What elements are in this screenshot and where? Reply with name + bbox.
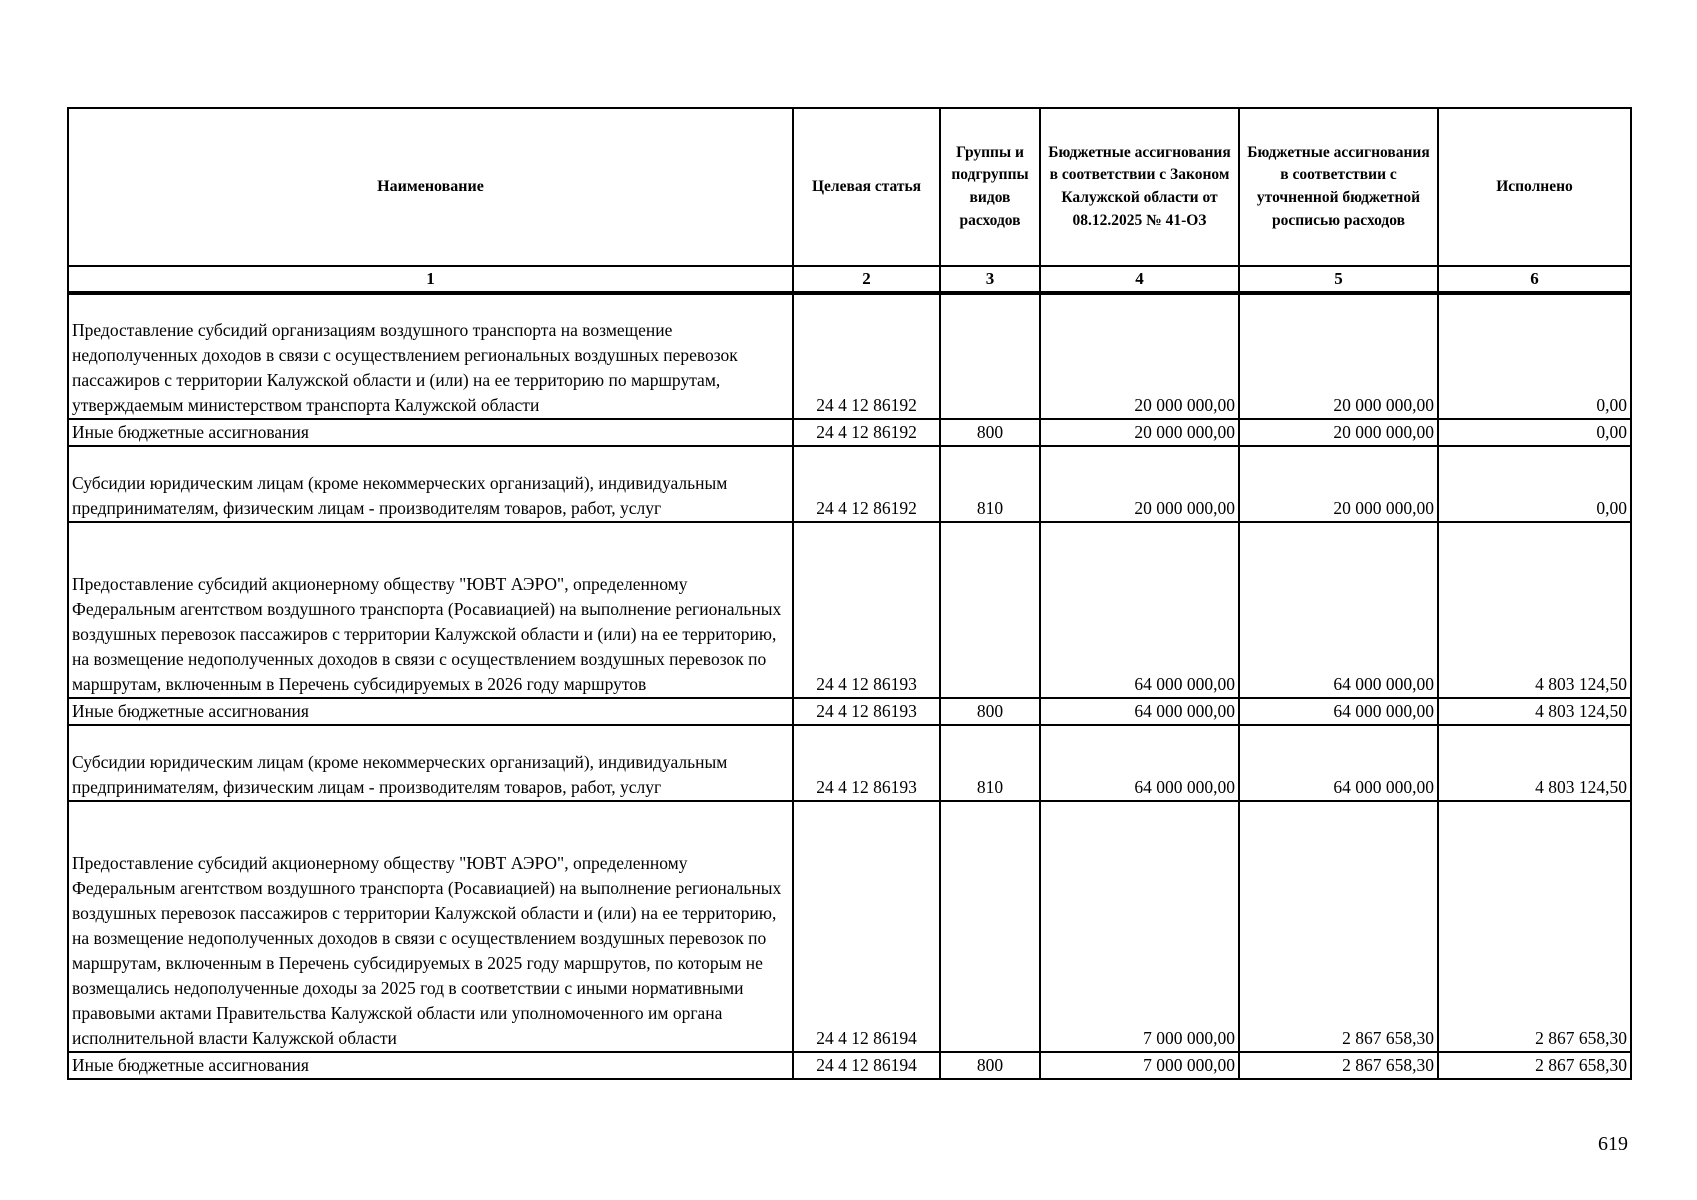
row-name: Субсидии юридическим лицам (кроме некоммерческих организаций), индивидуальным предпринимателям, физическим лицам - производителям товаров, работ, услуг xyxy=(68,725,793,801)
header-name: Наименование xyxy=(68,108,793,266)
table-row xyxy=(68,1052,1631,1079)
row-executed-amount: 0,00 xyxy=(1438,446,1631,522)
row-target-article: 24 4 12 86192 xyxy=(793,293,940,419)
row-law-amount: 64 000 000,00 xyxy=(1040,522,1239,698)
column-number: 6 xyxy=(1438,266,1631,293)
table-row xyxy=(68,698,1631,725)
header-target-article: Целевая статья xyxy=(793,108,940,266)
row-executed-amount: 0,00 xyxy=(1438,293,1631,419)
row-law-amount: 64 000 000,00 xyxy=(1040,698,1239,725)
row-target-article: 24 4 12 86194 xyxy=(793,1052,940,1079)
row-refined-amount: 20 000 000,00 xyxy=(1239,419,1438,446)
row-refined-amount: 2 867 658,30 xyxy=(1239,1052,1438,1079)
row-target-article: 24 4 12 86192 xyxy=(793,446,940,522)
row-executed-amount: 2 867 658,30 xyxy=(1438,801,1631,1052)
row-law-amount: 20 000 000,00 xyxy=(1040,446,1239,522)
row-refined-amount: 64 000 000,00 xyxy=(1239,698,1438,725)
row-refined-amount: 64 000 000,00 xyxy=(1239,725,1438,801)
table-row xyxy=(68,419,1631,446)
row-expense-group: 810 xyxy=(940,725,1040,801)
row-law-amount: 20 000 000,00 xyxy=(1040,419,1239,446)
row-executed-amount: 4 803 124,50 xyxy=(1438,522,1631,698)
header-law-allocations: Бюджетные ассигнования в соответствии с Законом Калужской области от 08.12.2025 № 41-ОЗ xyxy=(1040,108,1239,266)
row-name: Предоставление субсидий акционерному обществу "ЮВТ АЭРО", определенному Федеральным агентством воздушного транспорта (Росавиацией) на выполнение региональных воздушных перевозок пассажиров с территории Калужской области и (или) на ее территорию, на возмещение недополученных доходов в связи с осуществлением воздушных перевозок по маршрутам, включенным в Перечень субсидируемых в 2025 году маршрутов, по которым не возмещались недополученные доходы за 2025 год в соответствии с иными нормативными правовыми актами Правительства Калужской области или уполномоченного им органа исполнительной власти Калужской области xyxy=(68,801,793,1052)
row-refined-amount: 20 000 000,00 xyxy=(1239,446,1438,522)
column-number: 3 xyxy=(940,266,1040,293)
row-name: Иные бюджетные ассигнования xyxy=(68,698,793,725)
header-refined-allocations: Бюджетные ассигнования в соответствии с уточненной бюджетной росписью расходов xyxy=(1239,108,1438,266)
row-name: Иные бюджетные ассигнования xyxy=(68,419,793,446)
row-law-amount: 64 000 000,00 xyxy=(1040,725,1239,801)
table-row xyxy=(68,446,1631,522)
table-row xyxy=(68,293,1631,419)
row-executed-amount: 0,00 xyxy=(1438,419,1631,446)
header-executed: Исполнено xyxy=(1438,108,1631,266)
column-number: 1 xyxy=(68,266,793,293)
row-refined-amount: 20 000 000,00 xyxy=(1239,293,1438,419)
row-target-article: 24 4 12 86193 xyxy=(793,522,940,698)
table-row xyxy=(68,725,1631,801)
row-refined-amount: 64 000 000,00 xyxy=(1239,522,1438,698)
row-expense-group: 810 xyxy=(940,446,1040,522)
row-expense-group: 800 xyxy=(940,419,1040,446)
row-law-amount: 20 000 000,00 xyxy=(1040,293,1239,419)
row-target-article: 24 4 12 86194 xyxy=(793,801,940,1052)
column-number: 5 xyxy=(1239,266,1438,293)
row-target-article: 24 4 12 86193 xyxy=(793,698,940,725)
row-refined-amount: 2 867 658,30 xyxy=(1239,801,1438,1052)
row-name: Предоставление субсидий акционерному обществу "ЮВТ АЭРО", определенному Федеральным агентством воздушного транспорта (Росавиацией) на выполнение региональных воздушных перевозок пассажиров с территории Калужской области и (или) на ее территорию, на возмещение недополученных доходов в связи с осуществлением воздушных перевозок по маршрутам, включенным в Перечень субсидируемых в 2026 году маршрутов xyxy=(68,522,793,698)
row-law-amount: 7 000 000,00 xyxy=(1040,801,1239,1052)
header-expense-groups: Группы и подгруппы видов расходов xyxy=(940,108,1040,266)
row-expense-group xyxy=(940,801,1040,1052)
row-target-article: 24 4 12 86192 xyxy=(793,419,940,446)
column-number: 2 xyxy=(793,266,940,293)
row-executed-amount: 4 803 124,50 xyxy=(1438,725,1631,801)
row-executed-amount: 4 803 124,50 xyxy=(1438,698,1631,725)
table-row xyxy=(68,522,1631,698)
table-row xyxy=(68,801,1631,1052)
row-executed-amount: 2 867 658,30 xyxy=(1438,1052,1631,1079)
row-expense-group: 800 xyxy=(940,698,1040,725)
row-expense-group xyxy=(940,522,1040,698)
column-number: 4 xyxy=(1040,266,1239,293)
page-number: 619 xyxy=(1598,1133,1628,1155)
row-name: Иные бюджетные ассигнования xyxy=(68,1052,793,1079)
budget-table xyxy=(67,107,1632,1080)
row-name: Предоставление субсидий организациям воздушного транспорта на возмещение недополученных доходов в связи с осуществлением региональных воздушных перевозок пассажиров с территории Калужской области и (или) на ее территорию по маршрутам, утверждаемым министерством транспорта Калужской области xyxy=(68,293,793,419)
table-header-row xyxy=(68,108,1631,266)
row-expense-group: 800 xyxy=(940,1052,1040,1079)
row-name: Субсидии юридическим лицам (кроме некоммерческих организаций), индивидуальным предпринимателям, физическим лицам - производителям товаров, работ, услуг xyxy=(68,446,793,522)
row-expense-group xyxy=(940,293,1040,419)
row-target-article: 24 4 12 86193 xyxy=(793,725,940,801)
row-law-amount: 7 000 000,00 xyxy=(1040,1052,1239,1079)
column-number-row xyxy=(68,266,1631,293)
